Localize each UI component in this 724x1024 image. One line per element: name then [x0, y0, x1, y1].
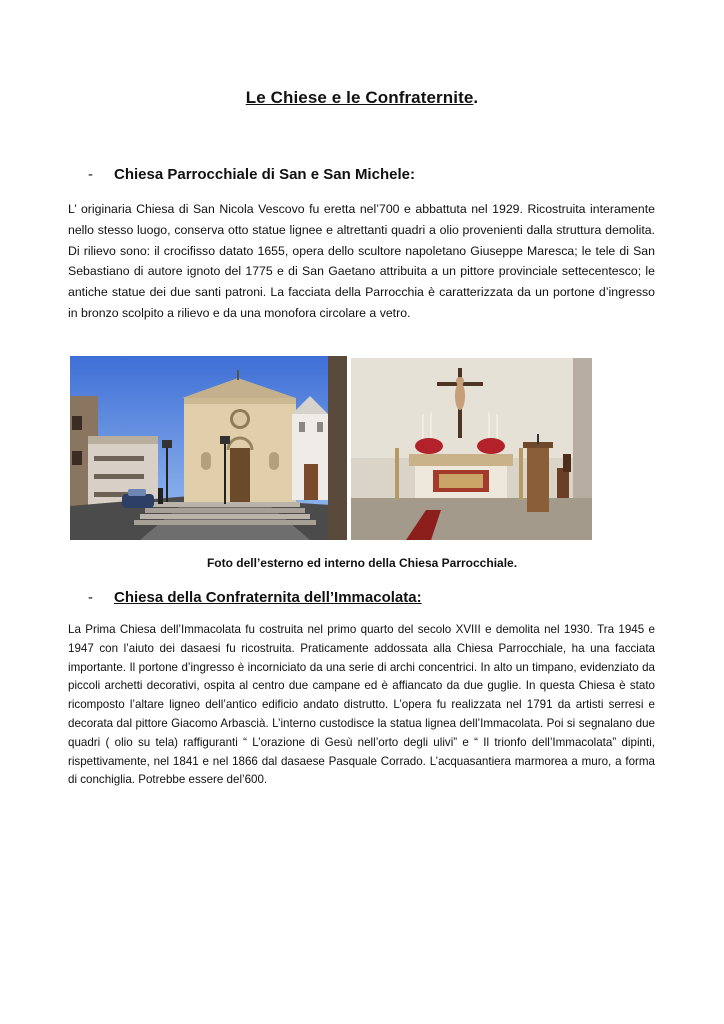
- photo-caption: Foto dell’esterno ed interno della Chiesa Parrocchiale.: [206, 556, 518, 570]
- page-title: Le Chiese e le Confraternite.: [245, 88, 479, 107]
- section-heading-parish-church: [88, 166, 415, 183]
- list-dash: -: [88, 166, 93, 183]
- parish-church-paragraph: L’ originaria Chiesa di San Nicola Vescovo fu eretta nel’700 e abbattuta nel 1929. Ricostruita interamente nello stesso luogo, conserva otto statue lignee e altrettanti quadri a olio provenienti dalla struttura demolita. Di rilievo sono: il crocifisso datato 1655, opera dello scultore napoletano Giuseppe Maresca; le tele di San Sebastiano di autore ignoto del 1775 e di San Gaetano attribuita a un pittore provinciale settecentesco; le antiche statue dei due santi patroni. La facciata della Parrocchia è caratterizzata da un portone d’ingresso in bronzo scolpito a rilievo e da una monofora circolare a vetro.: [68, 202, 655, 320]
- church-exterior-photo: [70, 356, 347, 540]
- list-dash: -: [88, 589, 93, 606]
- heading-text: Chiesa Parrocchiale di San e San Michele:: [114, 166, 415, 183]
- section-heading-confraternity-church: [88, 589, 422, 606]
- heading-text: Chiesa della Confraternita dell’Immacolata:: [114, 589, 422, 606]
- church-interior-photo: [351, 358, 592, 540]
- confraternity-church-paragraph: La Prima Chiesa dell’Immacolata fu costruita nel primo quarto del secolo XVIII e demolita nel 1930. Tra 1945 e 1947 con l’aiuto dei dasaesi fu ricostruita. Praticamente addossata alla Chiesa Parrocchiale, ha una facciata importante. Il portone d’ingresso è incorniciato da una serie di archi concentrici. In alto un timpano, evidenziato da piccoli archetti decorativi, ospita al centro due campane ed è affiancato da due guglie. In questa Chiesa è stato ricomposto l’altare ligneo dell’antico edificio andato distrutto. L’opera fu realizzata nel 1791 da artisti serresi e decorata dal pittore Giacomo Arbascià. L’interno custodisce la statua lignea dell’Immacolata. Poi si segnalano due quadri ( olio su tela) raffiguranti “ L’orazione di Gesù nell’orto degli ulivi” e “ Il trionfo dell’Immacolata” dipinti, rispettivamente, nel 1841 e nel 1866 dal dasaese Pasquale Corrado. L’acquasantiera marmorea a muro, a forma di conchiglia. Potrebbe essere del’600.: [68, 623, 655, 787]
